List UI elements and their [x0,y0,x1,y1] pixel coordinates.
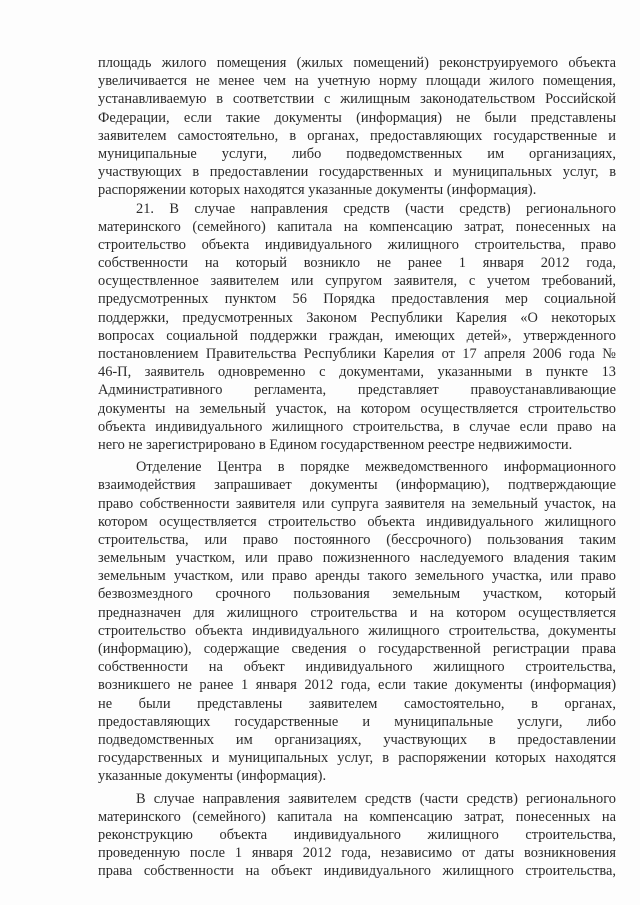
text-line: объекта индивидуального жилищного строительства, в случае если право на [98,418,616,435]
text-line: указанные документы (информация). [98,768,327,785]
text-line: увеличивается не менее чем на учетную норму площади жилого помещения, [98,73,616,90]
text-line: собственности на который возникло не ранее 1 января 2012 года, [98,255,616,272]
text-line: не были представлены заявителем самостоятельно, в органах, [98,695,616,712]
paragraph-center-request [98,458,616,785]
text-line: заявителем самостоятельно, в органах, предоставляющих государственные и [98,127,616,144]
document-body [98,54,616,880]
text-line: строительство объекта индивидуального жилищного строительства, право [98,236,616,253]
text-line: участвующих в предоставлении государственных и муниципальных услуг, в [98,164,616,181]
text-line: возникшего не ранее 1 января 2012 года, если такие документы (информация) [98,677,616,694]
text-line: устанавливаемую в соответствии с жилищным законодательством Российской [98,91,616,108]
text-line: Федерации, если такие документы (информация) не были представлены [98,109,616,126]
text-line: государственных и муниципальных услуг, в распоряжении которых находятся [98,750,616,767]
text-line: материнского (семейного) капитала на компенсацию затрат, понесенных на [98,218,616,235]
text-line: Административного регламента, представляет правоустанавливающие [98,382,616,399]
text-line: муниципальные услуги, либо подведомственных им организациях, [98,145,616,162]
text-line: 21. В случае направления средств (части средств) регионального [136,200,616,217]
text-line: котором осуществляется строительство объекта индивидуального жилищного [98,513,616,530]
text-line: В случае направления заявителем средств (части средств) регионального [136,790,616,807]
text-line: подведомственных им организациях, участвующих в предоставлении [98,731,616,748]
text-line: строительство объекта индивидуального жилищного строительства, документы [98,622,616,639]
text-line: него не зарегистрировано в Едином государственном реестре недвижимости. [98,436,573,453]
text-line: (информацию), содержащие сведения о государственной регистрации права [98,641,616,657]
text-line: предусмотренных пунктом 56 Порядка предоставления мер социальной [98,291,616,308]
text-line: права собственности на объект индивидуального жилищного строительства, [98,863,616,880]
text-line: собственности на объект индивидуального жилищного строительства, [98,659,616,676]
text-line: безвозмездного срочного пользования земельным участком, который [98,586,616,603]
text-line: материнского (семейного) капитала на компенсацию затрат, понесенных на [98,808,616,825]
text-line: поддержки, предусмотренных Законом Республики Карелия «О некоторых [98,309,616,326]
text-line: строительства, или право постоянного (бессрочного) пользования таким [98,531,616,548]
text-line: право собственности заявителя или супруга заявителя на земельный участок, на [98,495,616,512]
text-line: 46-П, заявитель одновременно с документами, указанными в пункте 13 [98,364,616,381]
text-line: осуществленное заявителем или супругом заявителя, с учетом требований, [98,273,616,290]
paragraph-21 [98,200,616,455]
text-line: земельным участком, или право пожизненного наследуемого владения таким [98,550,616,567]
text-line: проведенную после 1 января 2012 года, независимо от даты возникновения [98,845,616,862]
text-line: реконструкцию объекта индивидуального жилищного строительства, [98,826,616,843]
paragraph-reconstruction [98,790,616,881]
text-line: распоряжении которых находятся указанные документы (информация). [98,182,537,199]
text-line: постановлением Правительства Республики Карелия от 17 апреля 2006 года № [98,346,616,362]
text-line: предназначен для жилищного строительства и на котором осуществляется [98,604,616,621]
text-line: взаимодействия запрашивает документы (информацию), подтверждающие [98,477,616,494]
text-line: Отделение Центра в порядке межведомственного информационного [136,459,616,476]
text-line: площадь жилого помещения (жилых помещений) реконструируемого объекта [98,55,616,71]
text-line: земельным участком, или право аренды такого земельного участка, или право [98,568,616,585]
paragraph-continuation [98,54,616,200]
text-line: вопросах социальной поддержки граждан, имеющих детей», утвержденного [98,327,616,344]
text-line: предоставляющих государственные и муниципальные услуги, либо [98,713,616,730]
text-line: документы на земельный участок, на котором осуществляется строительство [98,400,616,417]
